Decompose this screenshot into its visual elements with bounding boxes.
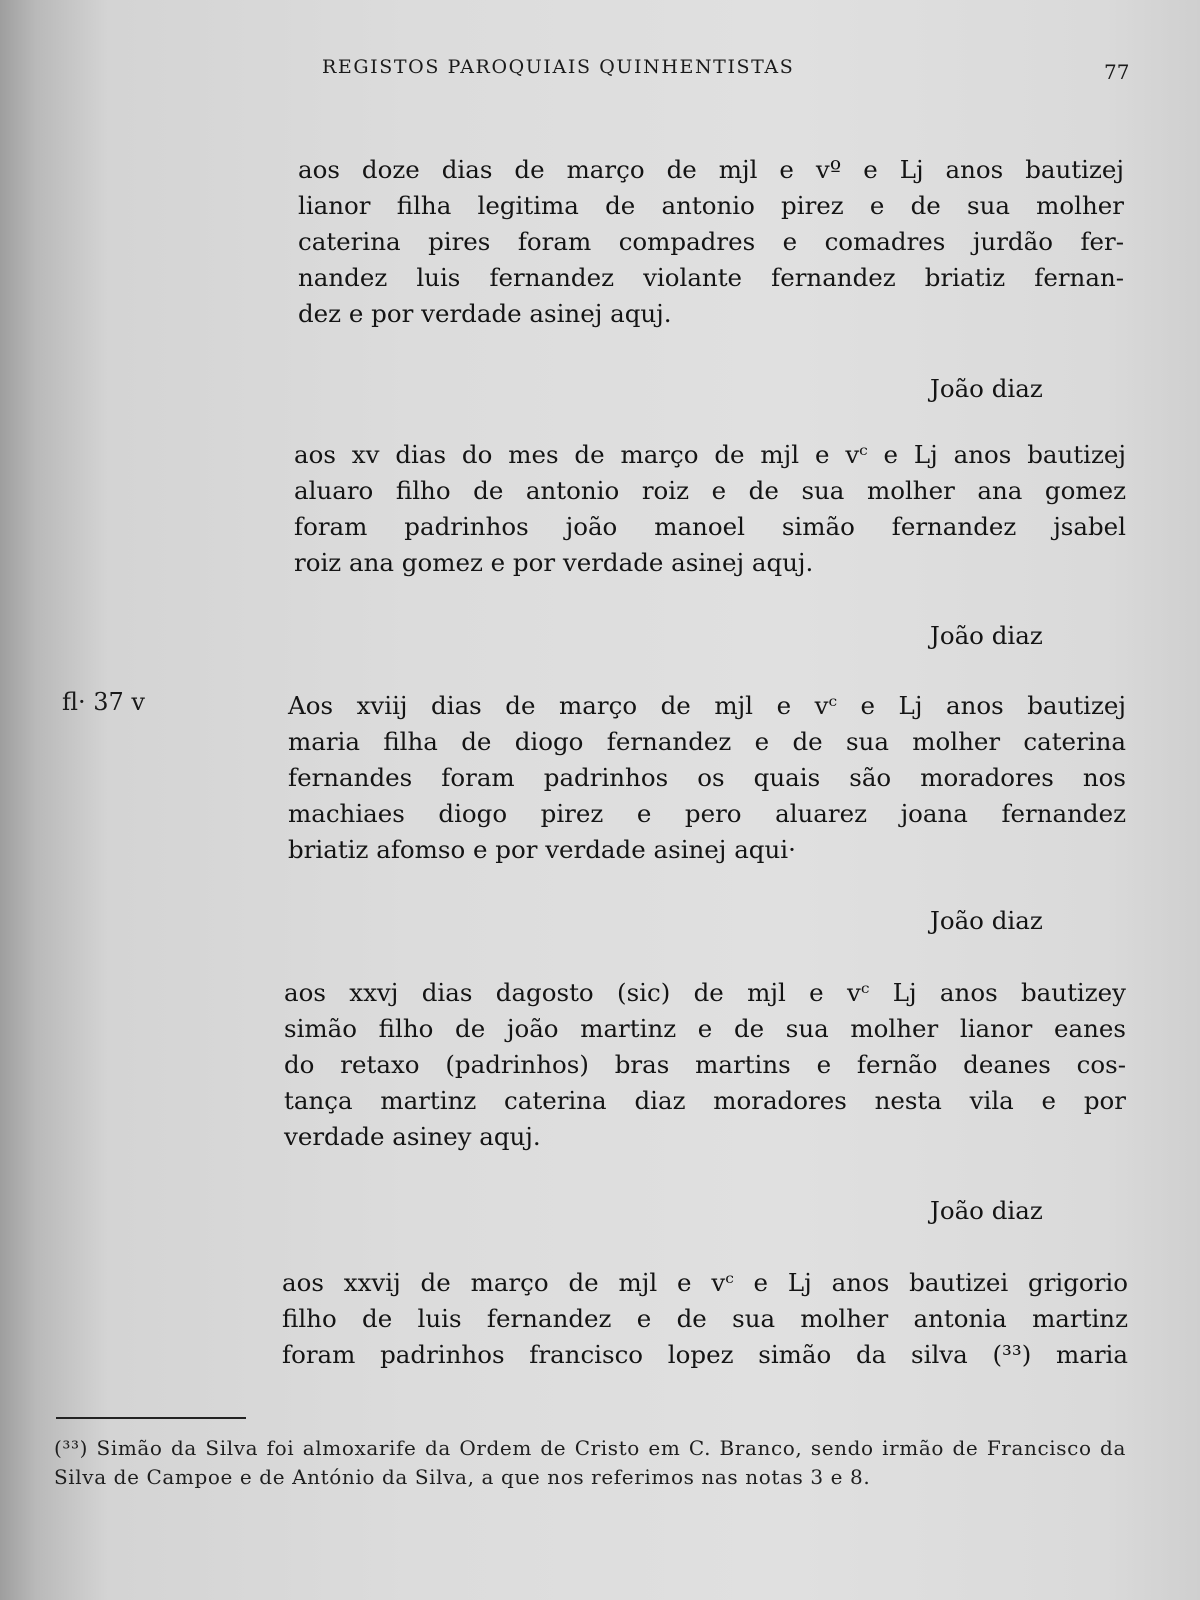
signature: João diaz [930,374,1043,403]
entry-line: nandez luis fernandez violante fernandez briatiz fernan- [298,263,1124,292]
baptism-entry-5 [282,1265,1128,1373]
baptism-entry-3 [288,688,1126,868]
entry-line: aos xxvj dias dagosto (sic) de mjl e vᶜ Lj anos bautizey [284,978,1126,1007]
entry-line: tança martinz caterina diaz moradores nesta vila e por [284,1086,1126,1115]
signature: João diaz [930,1196,1043,1225]
entry-line: aos doze dias de março de mjl e vº e Lj anos bautizej [298,155,1124,184]
entry-line: aos xxvij de março de mjl e vᶜ e Lj anos bautizei grigorio [282,1268,1128,1297]
entry-line: aluaro filho de antonio roiz e de sua molher ana gomez [294,476,1126,505]
running-title: REGISTOS PAROQUIAIS QUINHENTISTAS [322,56,795,78]
entry-line: aos xv dias do mes de março de mjl e vᶜ e Lj anos bautizej [294,440,1126,469]
entry-line: fernandes foram padrinhos os quais são moradores nos [288,763,1126,792]
baptism-entry-4 [284,975,1126,1155]
signature: João diaz [930,906,1043,935]
entry-line: maria filha de diogo fernandez e de sua molher caterina [288,727,1126,756]
entry-line: briatiz afomso e por verdade asinej aqui· [288,835,796,864]
page-number: 77 [1104,60,1130,84]
baptism-entry-2 [294,437,1126,581]
entry-line: do retaxo (padrinhos) bras martins e fernão deanes cos- [284,1050,1126,1079]
footnote-rule [56,1417,246,1419]
entry-line: simão filho de joão martinz e de sua molher lianor eanes [284,1014,1126,1043]
footnote-33: (³³) Simão da Silva foi almoxarife da Ordem de Cristo em C. Branco, sendo irmão de Francisco da Silva de Campoe e de António da Silva, a que nos referimos nas notas 3 e 8. [54,1436,1126,1489]
entry-line: Aos xviij dias de março de mjl e vᶜ e Lj anos bautizej [288,691,1126,720]
entry-line: dez e por verdade asinej aquj. [298,299,672,328]
folio-margin-note: fl· 37 v [62,688,145,716]
entry-line: machiaes diogo pirez e pero aluarez joana fernandez [288,799,1126,828]
entry-line: caterina pires foram compadres e comadres jurdão fer- [298,227,1124,256]
entry-line: roiz ana gomez e por verdade asinej aquj. [294,548,814,577]
entry-line: filho de luis fernandez e de sua molher antonia martinz [282,1304,1128,1333]
baptism-entry-1 [298,152,1124,332]
entry-line: lianor filha legitima de antonio pirez e de sua molher [298,191,1124,220]
entry-line: foram padrinhos francisco lopez simão da silva (³³) maria [282,1340,1128,1369]
entry-line: foram padrinhos joão manoel simão fernandez jsabel [294,512,1126,541]
entry-line: verdade asiney aquj. [284,1122,541,1151]
signature: João diaz [930,621,1043,650]
